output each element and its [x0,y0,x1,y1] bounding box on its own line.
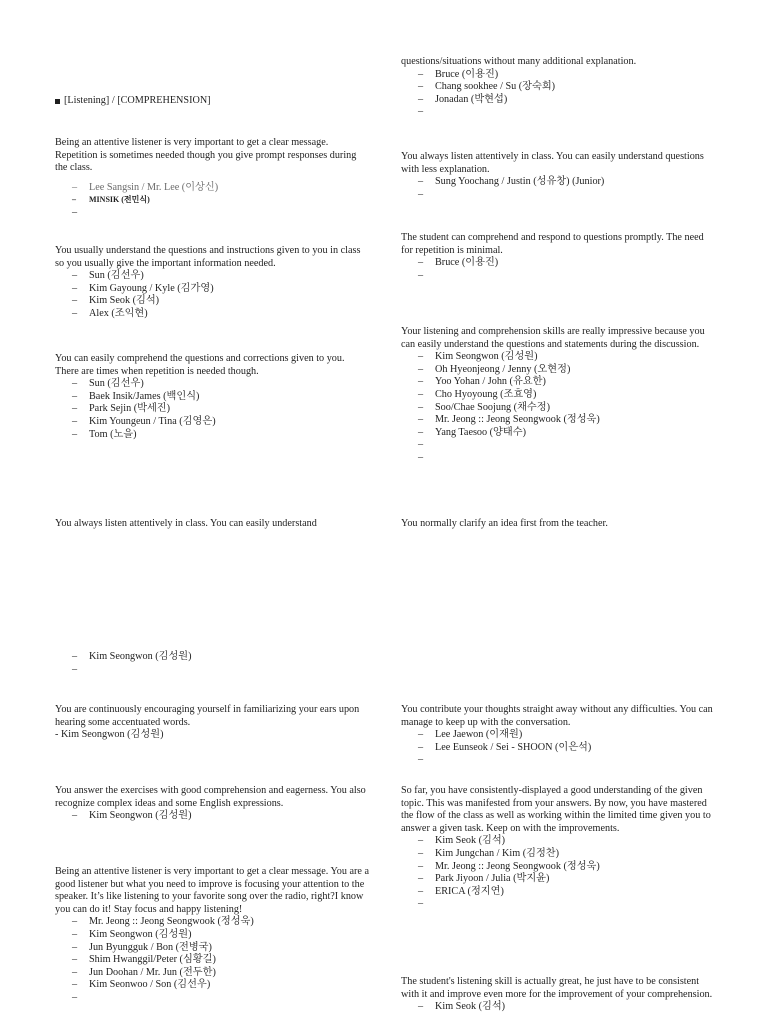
list-item: – Kim Youngeun / Tina (김영은) [72,416,370,429]
student-list [401,729,716,767]
comment-text: The student's listening skill is actually great, he just have to be consistent with it and improve even more for the improvement of your comprehension. [401,976,713,1000]
student-list [55,916,370,1004]
list-item: – Bruce (이용진) [418,257,716,270]
student-list [55,182,370,220]
list-item [418,106,716,119]
list-item: – Kim Seonwoo / Son (김선우) [72,979,370,992]
list-item: – Kim Seongwon (김성원) [72,810,370,823]
student-list [401,176,716,201]
comment-block-r8 [401,976,716,1014]
square-bullet-icon [55,99,60,104]
comment-text: Your listening and comprehension skills are really impressive because you can easily understand the questions and statements during the discussion. [401,326,705,350]
list-item: – Kim Seok (김석) [72,295,370,308]
list-item: – Chang sookhee / Su (장숙희) [418,81,716,94]
list-item: – Jun Byungguk / Bon (전병국) [72,942,370,955]
comment-text: questions/situations without many additional explanation. [401,56,637,67]
comment-text: You can easily comprehend the questions and corrections given to you. There are times when repetition is needed though. [55,353,345,377]
comment-text: Being an attentive listener is very important to get a clear message. Repetition is sometimes needed though you give prompt responses during the class. [55,137,357,174]
student-list [55,810,370,823]
list-item: – Kim Jungchan / Kim (김정찬) [418,848,716,861]
list-item [418,898,716,911]
comment-block-l3 [55,353,370,441]
comment-text: You are continuously encouraging yourself in familiarizing your ears upon hearing some accentuated words. [55,704,360,728]
list-item: – Lee Sangsin / Mr. Lee (이상신) [72,182,370,195]
list-item: – Alex (조익현) [72,308,370,321]
student-list [55,270,370,320]
list-item [72,664,370,677]
list-item: – Lee Eunseok / Sei - SHOON (이은석) [418,742,716,755]
student-list [55,378,370,441]
comment-block-r7 [401,785,716,911]
list-item: – Mr. Jeong :: Jeong Seongwook (정성욱) [418,861,716,874]
list-item: – Shim Hwanggil/Peter (심황길) [72,954,370,967]
list-item [72,992,370,1005]
list-item: – Sung Yoochang / Justin (성유창) (Junior) [418,176,716,189]
comment-text: You always listen attentively in class. You can easily understand [55,518,317,529]
list-item: – Sun (김선우) [72,378,370,391]
list-item: – Cho Hyoyoung (조효영) [418,389,716,402]
list-item: – Kim Seongwon (김성원) [418,351,716,364]
list-item: – Park Sejin (박세진) [72,403,370,416]
heading-label: [Listening] / [COMPREHENSION] [64,95,211,106]
list-item: – Yoo Yohan / John (유요한) [418,376,716,389]
comment-text: Being an attentive listener is very important to get a clear message. You are a good listener but what you need to improve is focusing your attention to the speaker. It’s like listening to your favorite song over the radio, right?I know you can do it! Stay focus and happy listening! [55,866,370,915]
list-item: – MINSIK (전민식) [72,194,370,207]
student-list [401,351,716,464]
list-item: – Baek Insik/James (백인식) [72,391,370,404]
comment-block-r4 [401,326,716,465]
list-item: – Oh Hyeonjeong / Jenny (오현정) [418,364,716,377]
comment-block-l6 [55,704,370,742]
comment-block-r1 [401,56,716,119]
list-item [72,207,370,220]
comment-block-l8 [55,866,370,1005]
list-item: – Kim Seok (김석) [418,835,716,848]
comment-block-r5 [401,518,716,531]
comment-block-r3 [401,232,716,282]
list-item: – Jonadan (박현섭) [418,94,716,107]
list-item [418,189,716,202]
comment-block-l4 [55,518,370,531]
comment-text: You normally clarify an idea first from the teacher. [401,518,608,529]
student-list [401,835,716,911]
list-item: – Sun (김선우) [72,270,370,283]
list-item: – Kim Gayoung / Kyle (김가영) [72,283,370,296]
list-item: – Kim Seongwon (김성원) [72,929,370,942]
list-item: – Jun Doohan / Mr. Jun (전두한) [72,967,370,980]
list-item: – Lee Jaewon (이재원) [418,729,716,742]
list-item [418,270,716,283]
comment-block-l1 [55,137,370,220]
list-item: – Soo/Chae Soojung (채수정) [418,402,716,415]
comment-text: So far, you have consistently-displayed a good understanding of the given topic. This was manifested from your answers. By now, you have mastered the flow of the class as well as working within the limited time given you to answer a given task. Keep on with the improvements. [401,785,711,834]
student-list [401,1001,716,1014]
comment-text: You usually understand the questions and instructions given to you in class so you usually give the important information needed. [55,245,361,269]
comment-block-l2 [55,245,370,321]
comment-text: You always listen attentively in class. You can easily understand questions with less explanation. [401,151,704,175]
list-item [418,754,716,767]
comment-student-line: - Kim Seongwon (김성원) [55,729,164,741]
comment-text: You contribute your thoughts straight away without any difficulties. You can manage to keep up with the conversation. [401,704,713,728]
list-item: – Mr. Jeong :: Jeong Seongwook (정성욱) [418,414,716,427]
section-heading [55,95,370,108]
comment-block-l7 [55,785,370,823]
list-item: – Bruce (이용진) [418,69,716,82]
list-item: – Kim Seok (김석) [418,1001,716,1014]
list-item: – Kim Seongwon (김성원) [72,651,370,664]
comment-block-r2 [401,151,716,201]
comment-block-r6 [401,704,716,767]
list-item [418,439,716,452]
list-item: – Yang Taesoo (양태수) [418,427,716,440]
student-list [401,69,716,119]
list-item [418,452,716,465]
list-item: – ERICA (정지연) [418,886,716,899]
list-item: – Mr. Jeong :: Jeong Seongwook (정성욱) [72,916,370,929]
list-item: – Tom (노을) [72,429,370,442]
comment-text: You answer the exercises with good comprehension and eagerness. You also recognize complex ideas and some English expressions. [55,785,366,809]
comment-text: The student can comprehend and respond to questions promptly. The need for repetition is minimal. [401,232,704,256]
student-list [55,651,370,676]
comment-block-l5 [55,651,370,676]
list-item: – Park Jiyoon / Julia (박지윤) [418,873,716,886]
student-list [401,257,716,282]
